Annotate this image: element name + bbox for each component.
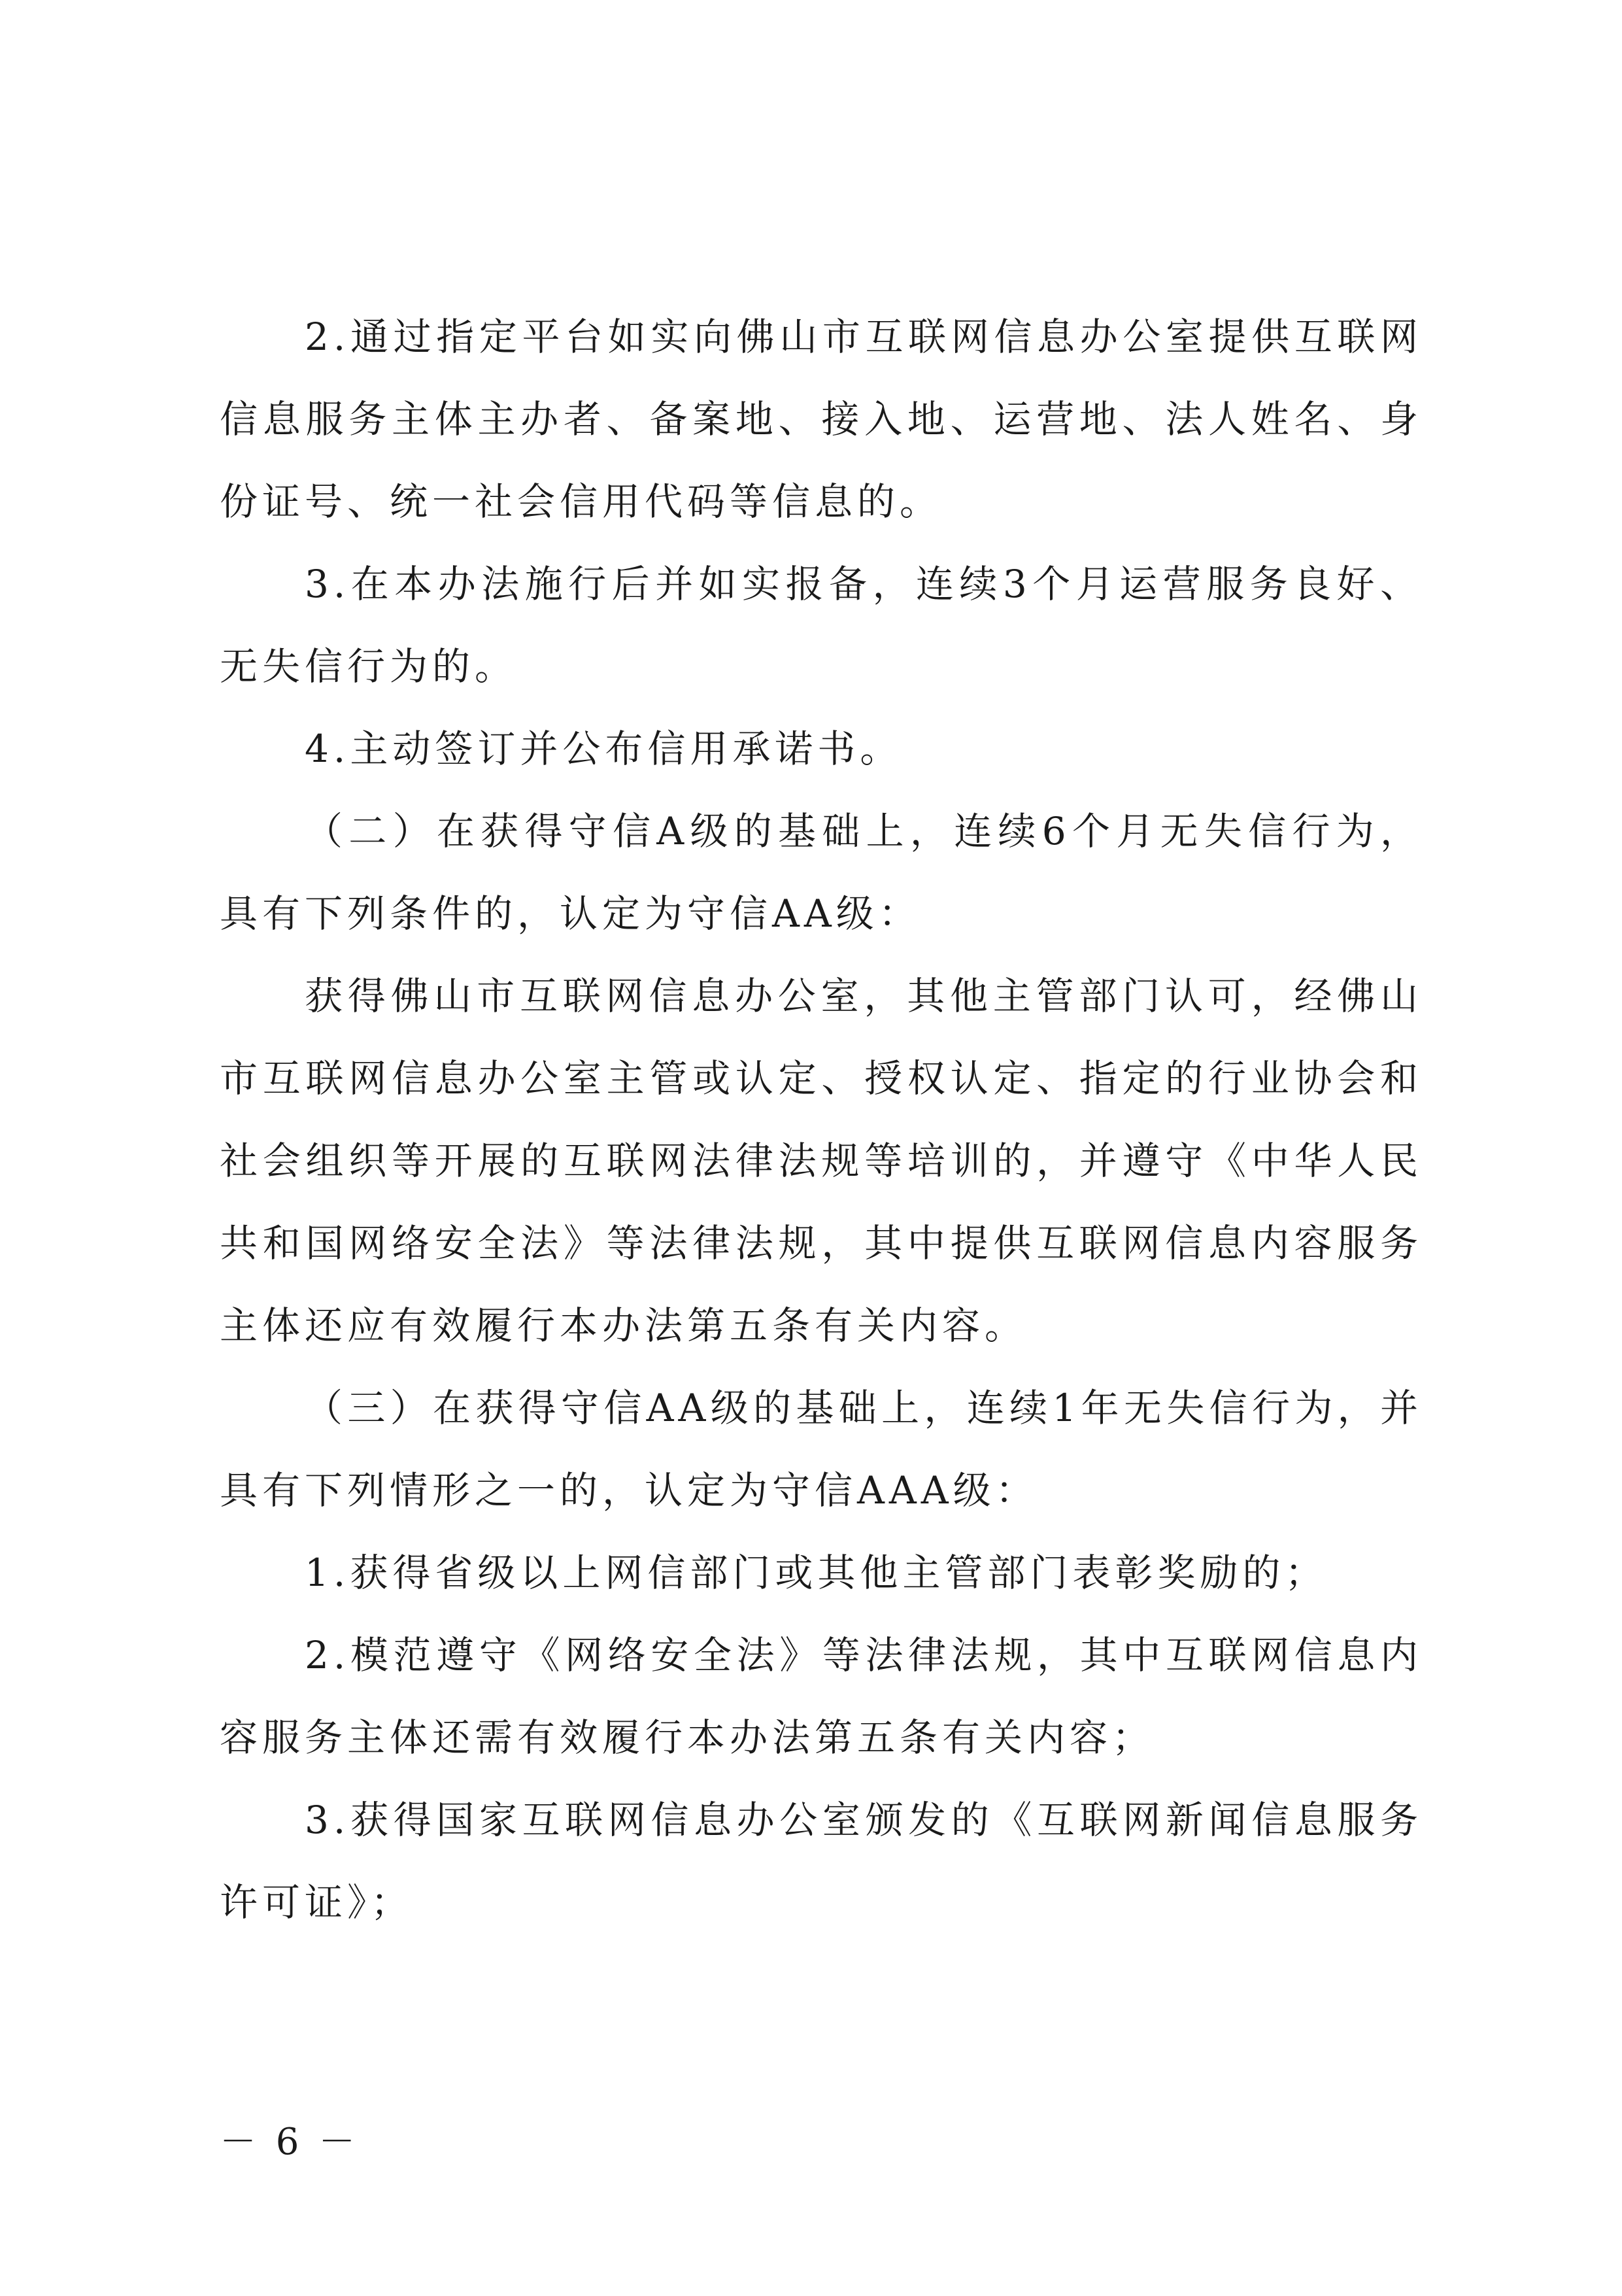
paragraph-section-3-item-2: 2.模范遵守《网络安全法》等法律法规，其中互联网信息内容服务主体还需有效履行本办法第五条有关内容；: [220, 1633, 1423, 1760]
paragraph-section-3: （三）在获得守信AA级的基础上，连续1年无失信行为，并具有下列情形之一的，认定为守信AAA级：: [220, 1386, 1423, 1513]
document-body: [220, 296, 1423, 1944]
page-number: － 6 －: [220, 2121, 360, 2163]
paragraph-section-2: （二）在获得守信A级的基础上，连续6个月无失信行为，具有下列条件的，认定为守信AA级：: [220, 809, 1423, 936]
paragraph-item-3: 3.在本办法施行后并如实报备，连续3个月运营服务良好、无失信行为的。: [220, 562, 1423, 689]
paragraph-section-3-item-1: 1.获得省级以上网信部门或其他主管部门表彰奖励的；: [305, 1551, 1328, 1595]
paragraph-section-2-detail: 获得佛山市互联网信息办公室，其他主管部门认可，经佛山市互联网信息办公室主管或认定、授权认定、指定的行业协会和社会组织等开展的互联网法律法规等培训的，并遵守《中华人民共和国网络安全法》等法律法规，其中提供互联网信息内容服务主体还应有效履行本办法第五条有关内容。: [220, 974, 1423, 1348]
paragraph-section-3-item-3: 3.获得国家互联网信息办公室颁发的《互联网新闻信息服务许可证》；: [220, 1798, 1423, 1925]
paragraph-item-2: 2.通过指定平台如实向佛山市互联网信息办公室提供互联网信息服务主体主办者、备案地、接入地、运营地、法人姓名、身份证号、统一社会信用代码等信息的。: [220, 315, 1423, 524]
paragraph-item-4: 4.主动签订并公布信用承诺书。: [305, 727, 903, 771]
